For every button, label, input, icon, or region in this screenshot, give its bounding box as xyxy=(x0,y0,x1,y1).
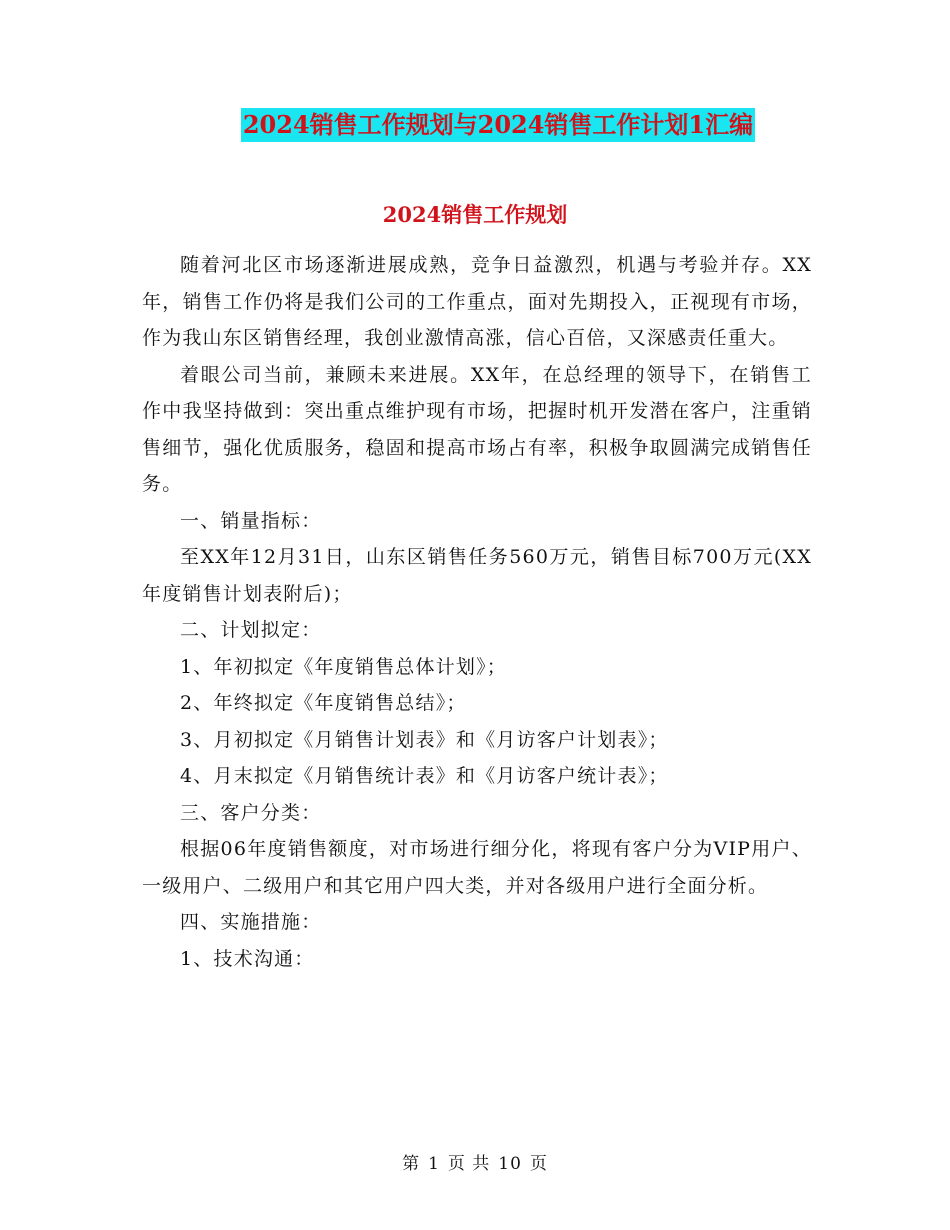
document-title-container xyxy=(0,108,950,142)
list-item: 4、月末拟定《月销售统计表》和《月访客户统计表》； xyxy=(180,765,669,787)
section-heading: 一、销量指标： xyxy=(180,509,322,532)
list-item: 1、技术沟通： xyxy=(180,947,315,970)
page-label-mid: 页 共 xyxy=(447,1154,491,1174)
body-paragraph: 至XX年12月31日，山东区销售任务560万元，销售目标700万元(XX年度销售计划表附后)； xyxy=(142,546,812,605)
document-title: 2024销售工作规划与2024销售工作计划1汇编 xyxy=(241,108,755,142)
section-heading: 四、实施措施： xyxy=(180,911,322,933)
body-paragraph: 根据06年度销售额度，对市场进行细分化，将现有客户分为VIP用户、一级用户、二级用户和其它用户四大类，并对各级用户进行全面分析。 xyxy=(142,838,812,897)
page-footer xyxy=(0,1152,950,1176)
section-title: 2024销售工作规划 xyxy=(382,202,568,227)
list-item: 1、年初拟定《年度销售总体计划》； xyxy=(180,655,507,678)
body-paragraph: 着眼公司当前，兼顾未来进展。XX年，在总经理的领导下，在销售工作中我坚持做到：突出重点维护现有市场，把握时机开发潜在客户，注重销售细节，强化优质服务，稳固和提高市场占有率，积极争取圆满完成销售任务。 xyxy=(142,363,812,495)
body-paragraph: 随着河北区市场逐渐进展成熟，竞争日益激烈，机遇与考验并存。XX年，销售工作仍将是我们公司的工作重点，面对先期投入，正视现有市场，作为我山东区销售经理，我创业激情高涨，信心百倍，又深感责任重大。 xyxy=(142,254,812,349)
page-label-prefix: 第 xyxy=(402,1154,421,1174)
list-item: 3、月初拟定《月销售计划表》和《月访客户计划表》； xyxy=(180,728,669,751)
list-item: 2、年终拟定《年度销售总结》； xyxy=(180,692,467,714)
section-heading: 二、计划拟定： xyxy=(180,619,322,641)
document-body xyxy=(142,247,812,977)
page-label-suffix: 页 xyxy=(529,1154,548,1174)
section-heading: 三、客户分类： xyxy=(180,801,322,824)
current-page-number: 1 xyxy=(428,1154,440,1174)
total-pages-number: 10 xyxy=(498,1154,522,1174)
